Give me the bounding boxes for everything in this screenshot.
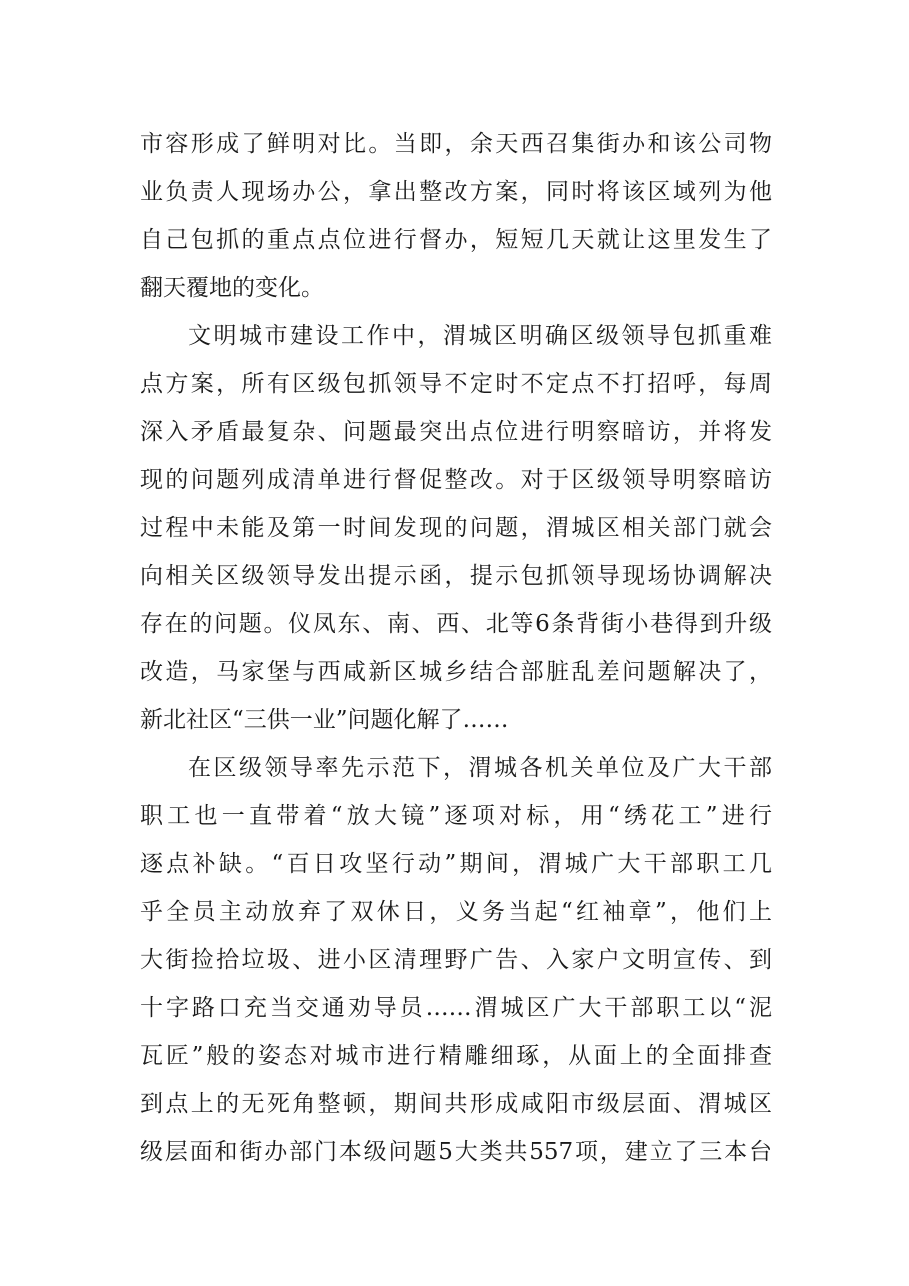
text-line: 深入矛盾最复杂、问题最突出点位进行明察暗访，并将发 xyxy=(140,419,772,445)
paragraph xyxy=(140,312,772,744)
text-line: 存在的问题。仪凤东、南、西、北等6条背街小巷得到升级 xyxy=(140,611,772,637)
text-line: 逐点补缺。“百日攻坚行动”期间，渭城广大干部职工几 xyxy=(140,851,772,877)
document-body xyxy=(140,120,772,1176)
text-line: 向相关区级领导发出提示函，提示包抓领导现场协调解决 xyxy=(140,563,772,589)
text-line: 点方案，所有区级包抓领导不定时不定点不打招呼，每周 xyxy=(140,371,772,397)
text-line: 级层面和街办部门本级问题5大类共557项，建立了三本台 xyxy=(140,1139,772,1165)
paragraph xyxy=(140,120,772,312)
text-line: 在区级领导率先示范下，渭城各机关单位及广大干部 xyxy=(188,755,772,781)
text-line: 大街捡拾垃圾、进小区清理野广告、入家户文明宣传、到 xyxy=(140,947,772,973)
text-line: 文明城市建设工作中，渭城区明确区级领导包抓重难 xyxy=(188,323,772,349)
text-line: 市容形成了鲜明对比。当即，余天西召集街办和该公司物 xyxy=(140,131,772,157)
text-line: 瓦匠”般的姿态对城市进行精雕细琢，从面上的全面排查 xyxy=(140,1043,772,1069)
text-line: 翻天覆地的变化。 xyxy=(140,275,324,301)
text-line: 业负责人现场办公，拿出整改方案，同时将该区域列为他 xyxy=(140,179,772,205)
text-line: 职工也一直带着“放大镜”逐项对标，用“绣花工”进行 xyxy=(140,803,772,829)
text-line: 改造，马家堡与西咸新区城乡结合部脏乱差问题解决了， xyxy=(140,659,772,685)
text-line: 过程中未能及第一时间发现的问题，渭城区相关部门就会 xyxy=(140,515,772,541)
text-line: 乎全员主动放弃了双休日，义务当起“红袖章”，他们上 xyxy=(140,899,772,925)
text-line: 新北社区“三供一业”问题化解了…… xyxy=(140,707,509,733)
text-line: 现的问题列成清单进行督促整改。对于区级领导明察暗访 xyxy=(140,467,772,493)
paragraph xyxy=(140,744,772,1176)
text-line: 自己包抓的重点点位进行督办，短短几天就让这里发生了 xyxy=(140,227,772,253)
text-line: 十字路口充当交通劝导员……渭城区广大干部职工以“泥 xyxy=(140,995,772,1021)
text-line: 到点上的无死角整顿，期间共形成咸阳市级层面、渭城区 xyxy=(140,1091,772,1117)
